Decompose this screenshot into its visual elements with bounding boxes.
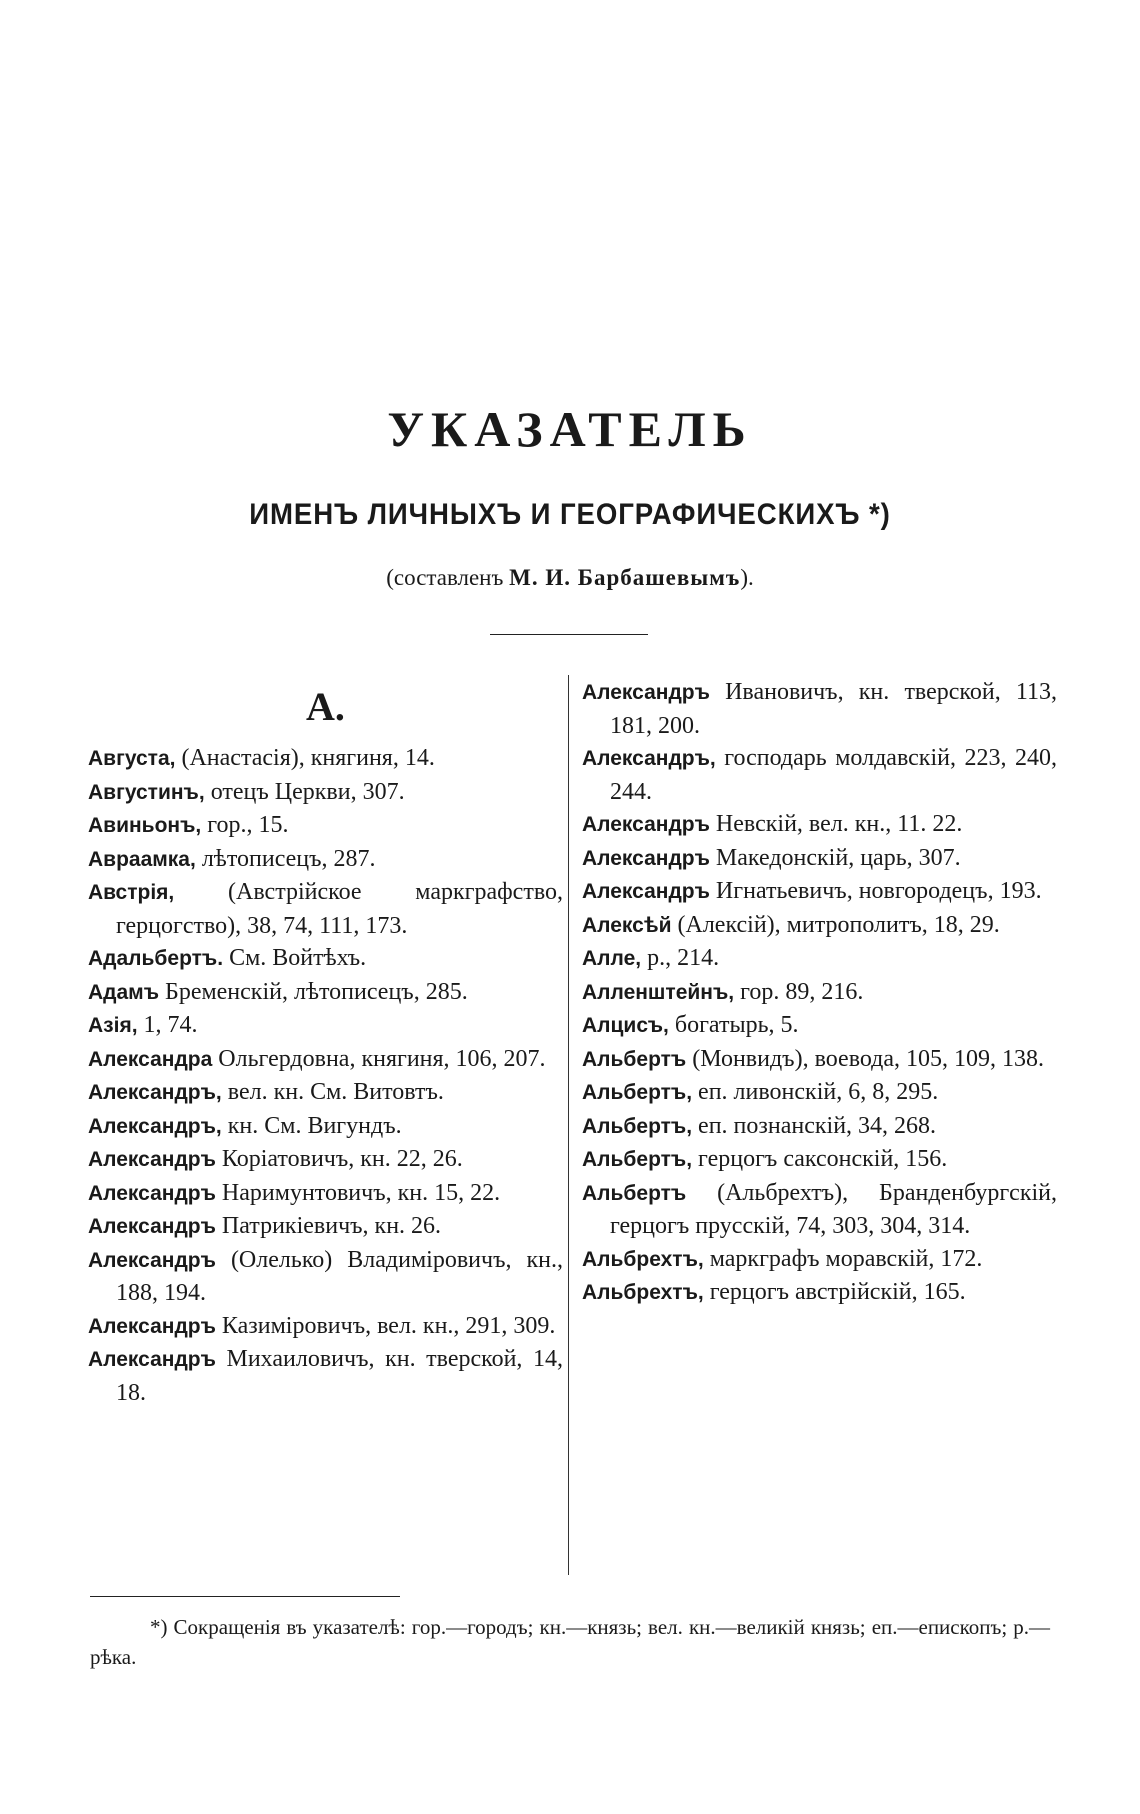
index-term: Алцисъ, [582,1014,669,1037]
index-references: богатырь, 5. [668,1012,799,1038]
index-term: Авраамка, [88,847,196,871]
index-entry [88,1244,563,1310]
index-references: См. Войтѣхъ. [223,945,367,971]
index-entry [582,1043,1057,1077]
index-entry [88,1076,563,1110]
index-term: Альбертъ [582,1181,687,1205]
index-references: Ивановичъ, кн. тверской, 113, 181, 200. [610,679,1057,739]
index-references: герцогъ австрійскій, 165. [703,1279,966,1305]
index-column-right [582,676,1057,1310]
index-entry [88,742,563,776]
column-divider [568,675,569,1575]
index-term: Александръ [582,681,710,704]
index-entry [88,1009,563,1043]
index-references: лѣтописецъ, 287. [195,845,376,872]
index-references: (Анастасія), княгиня, 14. [175,745,435,771]
index-references: (Монвидъ), воевода, 105, 109, 138. [686,1045,1045,1072]
index-references: еп. ливонскій, 6, 8, 295. [692,1079,939,1105]
index-term: Альбрехтъ, [582,1247,704,1271]
index-term: Августинъ, [88,780,205,804]
index-references: р., 214. [641,945,720,971]
index-term: Александръ [88,1348,216,1371]
page-title: УКАЗАТЕЛЬ [387,401,753,457]
index-term: Августа, [88,747,176,770]
index-entry [582,842,1057,876]
index-references: отецъ Церкви, 307. [204,778,405,805]
compiler-prefix: (составленъ [386,565,504,590]
index-entry [88,1310,563,1344]
index-references: господарь молдавскій, 223, 240, 244. [610,745,1057,805]
footnote: *) Сокращенія въ указателѣ: гор.—городъ; кн.—князь; вел. кн.—великій князь; еп.—епископъ; р.—рѣка. [90,1615,1050,1669]
index-references: Невскій, вел. кн., 11. 22. [709,811,963,837]
index-term: Альбрехтъ, [582,1281,704,1304]
index-term: Александръ [88,1215,216,1238]
section-letter: А. [306,684,345,729]
index-entry [88,809,563,843]
index-references: Македонскій, царь, 307. [709,844,961,871]
index-references: Патрикіевичъ, кн. 26. [215,1213,442,1239]
index-entry [582,1076,1057,1110]
footnote-divider [90,1596,400,1597]
index-term: Александръ [582,846,710,870]
compiler-name: М. И. Барбашевымъ [509,565,741,590]
index-term: Алле, [582,947,642,970]
index-term: Альбертъ [582,1047,687,1071]
index-column-left [88,672,563,1409]
index-term: Алексѣй [582,913,672,937]
index-entry [582,1009,1057,1043]
index-references: (Альбрехтъ), Бранденбургскій, герцогъ прусскій, 74, 303, 304, 314. [610,1179,1057,1239]
left-entries [88,742,563,1409]
index-term: Александръ [88,1248,216,1272]
index-references: Ольгердовна, княгиня, 106, 207. [212,1045,546,1072]
index-entry [88,1043,563,1077]
index-references: гор. 89, 216. [734,978,864,1005]
index-references: (Олелько) Владиміровичъ, кн., 188, 194. [116,1246,563,1306]
index-entry [88,942,563,976]
index-entry [582,909,1057,943]
index-term: Александръ, [88,1114,222,1138]
index-entry [582,942,1057,976]
index-references: 1, 74. [137,1012,198,1038]
index-references: Наримунтовичъ, кн. 15, 22. [215,1179,501,1206]
index-entry [582,742,1057,808]
index-entry [582,976,1057,1010]
index-entry [88,1343,563,1409]
index-entry [88,876,563,942]
index-entry [582,1110,1057,1144]
index-references: Коріатовичъ, кн. 22, 26. [215,1146,463,1172]
index-term: Австрія, [88,881,175,904]
index-term: Альбертъ, [582,1148,693,1171]
index-entry [582,875,1057,909]
index-entry [582,1276,1057,1310]
index-references: гор., 15. [201,812,289,838]
index-references: (Алексій), митрополитъ, 18, 29. [671,911,1000,938]
index-entry [582,676,1057,742]
index-term: Авиньонъ, [88,814,202,837]
page-subtitle: ИМЕНЪ ЛИЧНЫХЪ И ГЕОГРАФИЧЕСКИХЪ *) [249,498,891,531]
index-references: еп. познанскій, 34, 268. [692,1112,937,1139]
index-references: Бременскій, лѣтописецъ, 285. [159,978,468,1005]
right-entries [582,676,1057,1310]
index-entry [88,1143,563,1177]
index-term: Александръ [582,813,710,836]
index-entry [582,1143,1057,1177]
index-references: Игнатьевичъ, новгородецъ, 193. [709,878,1042,904]
index-term: Александръ, [88,1081,222,1104]
index-references: (Австрійское маркграфство, герцогство), 38, 74, 111, 173. [116,879,563,939]
index-entry [582,1177,1057,1243]
index-term: Александръ [582,880,710,903]
index-term: Александръ [88,1181,216,1205]
index-term: Александръ [88,1148,216,1171]
compiler-line [0,566,1140,589]
index-entry [582,1243,1057,1277]
index-references: маркграфъ моравскій, 172. [703,1245,983,1272]
index-term: Альбертъ, [582,1081,693,1104]
index-term: Азія, [88,1014,138,1037]
index-references: герцогъ саксонскій, 156. [692,1146,948,1172]
compiler-suffix: ). [740,565,754,590]
index-term: Алленштейнъ, [582,980,735,1004]
index-references: Михаиловичъ, кн. тверской, 14, 18. [116,1346,563,1406]
title-divider [490,634,648,635]
index-references: кн. См. Вигундъ. [221,1112,402,1139]
index-term: Александръ, [582,747,716,770]
index-entry [88,976,563,1010]
index-term: Альбертъ, [582,1114,693,1138]
index-term: Адамъ [88,980,160,1004]
index-entry [88,1177,563,1211]
index-term: Александра [88,1047,213,1071]
index-term: Адальбертъ. [88,947,224,970]
index-references: Казиміровичъ, вел. кн., 291, 309. [215,1312,556,1339]
index-entry [88,776,563,810]
index-entry [582,808,1057,842]
index-entry [88,1210,563,1244]
index-term: Александръ [88,1314,216,1338]
index-references: вел. кн. См. Витовтъ. [221,1079,444,1105]
index-entry [88,843,563,877]
index-entry [88,1110,563,1144]
